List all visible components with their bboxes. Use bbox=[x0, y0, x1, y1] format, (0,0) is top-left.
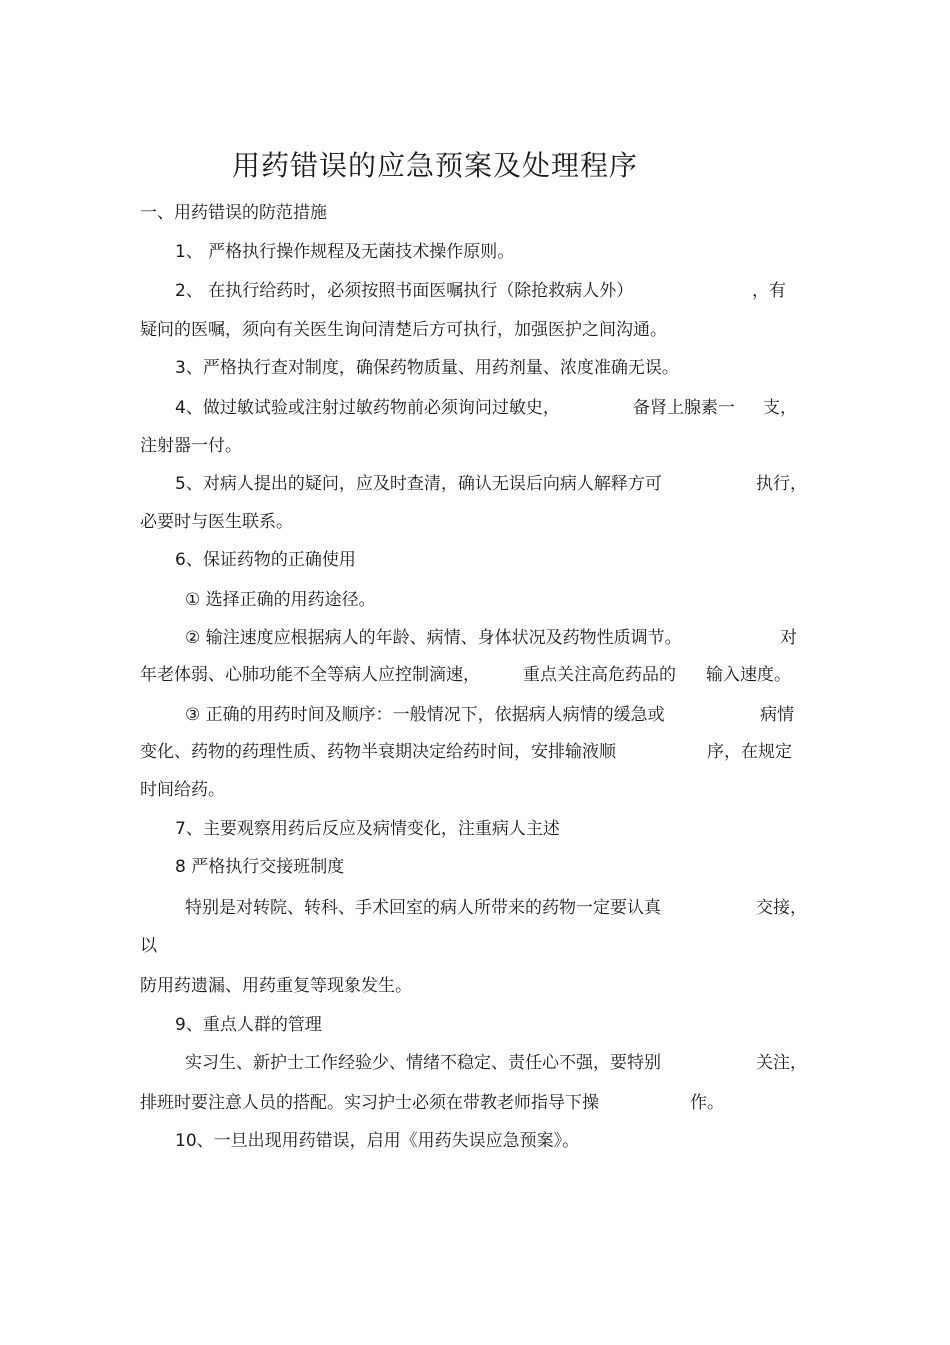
item-4-line-2: 注射器一付。 bbox=[140, 436, 242, 456]
sub-item-3-line-1: ③ 正确的用药时间及顺序：一般情况下，依据病人病情的缓急或 bbox=[185, 705, 665, 725]
sub-item-2-line-1: ② 输注速度应根据病人的年龄、病情、身体状况及药物性质调节。 bbox=[185, 628, 682, 648]
item-5-line-1: 5、对病人提出的疑问，应及时查清，确认无误后向病人解释方可 bbox=[175, 474, 662, 494]
section-heading: 一、用药错误的防范措施 bbox=[140, 203, 327, 223]
item-2-line-1: 2、 在执行给药时，必须按照书面医嘱执行（除抢救病人外） bbox=[175, 281, 634, 301]
sub-item-2-line-2-mid: 重点关注高危药品的 bbox=[523, 665, 676, 685]
item-4-line-1: 4、做过敏试验或注射过敏药物前必须询问过敏史， bbox=[175, 398, 560, 418]
item-4-line-1-mid: 备肾上腺素一 bbox=[633, 398, 735, 418]
item-8-body-line-1-tail: 交接， bbox=[756, 898, 807, 918]
item-4-line-1-tail: 支， bbox=[763, 398, 797, 418]
item-9: 9、重点人群的管理 bbox=[175, 1015, 322, 1035]
item-8-body-line-2: 以 bbox=[140, 936, 157, 956]
sub-item-2-line-2-tail: 输入速度。 bbox=[706, 665, 791, 685]
item-6: 6、保证药物的正确使用 bbox=[175, 550, 356, 570]
item-9-body-line-1-tail: 关注， bbox=[756, 1053, 807, 1073]
item-8-body-line-1: 特别是对转院、转科、手术回室的病人所带来的药物一定要认真 bbox=[185, 898, 661, 918]
item-2-line-1-tail: ，有 bbox=[752, 281, 786, 301]
item-3: 3、严格执行查对制度，确保药物质量、用药剂量、浓度准确无误。 bbox=[175, 358, 679, 378]
sub-item-3-line-2-tail: 序，在规定 bbox=[707, 742, 792, 762]
item-5-line-1-tail: 执行， bbox=[756, 474, 807, 494]
page-title: 用药错误的应急预案及处理程序 bbox=[231, 149, 638, 182]
item-1: 1、 严格执行操作规程及无菌技术操作原则。 bbox=[175, 242, 515, 262]
item-5-line-2: 必要时与医生联系。 bbox=[140, 512, 293, 532]
sub-item-1: ① 选择正确的用药途径。 bbox=[185, 590, 376, 610]
item-2-line-2: 疑问的医嘱，须向有关医生询问清楚后方可执行，加强医护之间沟通。 bbox=[140, 320, 667, 340]
item-9-body-line-2-tail: 作。 bbox=[690, 1093, 724, 1113]
sub-item-2-line-1-tail: 对 bbox=[780, 628, 797, 648]
item-9-body-line-2: 排班时要注意人员的搭配。实习护士必须在带教老师指导下操 bbox=[140, 1093, 599, 1113]
item-10: 10、一旦出现用药错误，启用《用药失误应急预案》。 bbox=[175, 1131, 580, 1151]
sub-item-2-line-2: 年老体弱、心肺功能不全等病人应控制滴速， bbox=[140, 665, 480, 685]
sub-item-3-line-3: 时间给药。 bbox=[140, 780, 225, 800]
item-8: 8 严格执行交接班制度 bbox=[175, 857, 345, 877]
sub-item-3-line-1-tail: 病情 bbox=[760, 705, 794, 725]
item-8-body-line-3: 防用药遗漏、用药重复等现象发生。 bbox=[140, 976, 412, 996]
item-7: 7、主要观察用药后反应及病情变化，注重病人主述 bbox=[175, 819, 560, 839]
sub-item-3-line-2: 变化、药物的药理性质、药物半衰期决定给药时间，安排输液顺 bbox=[140, 742, 616, 762]
item-9-body-line-1: 实习生、新护士工作经验少、情绪不稳定、责任心不强，要特别 bbox=[185, 1053, 661, 1073]
